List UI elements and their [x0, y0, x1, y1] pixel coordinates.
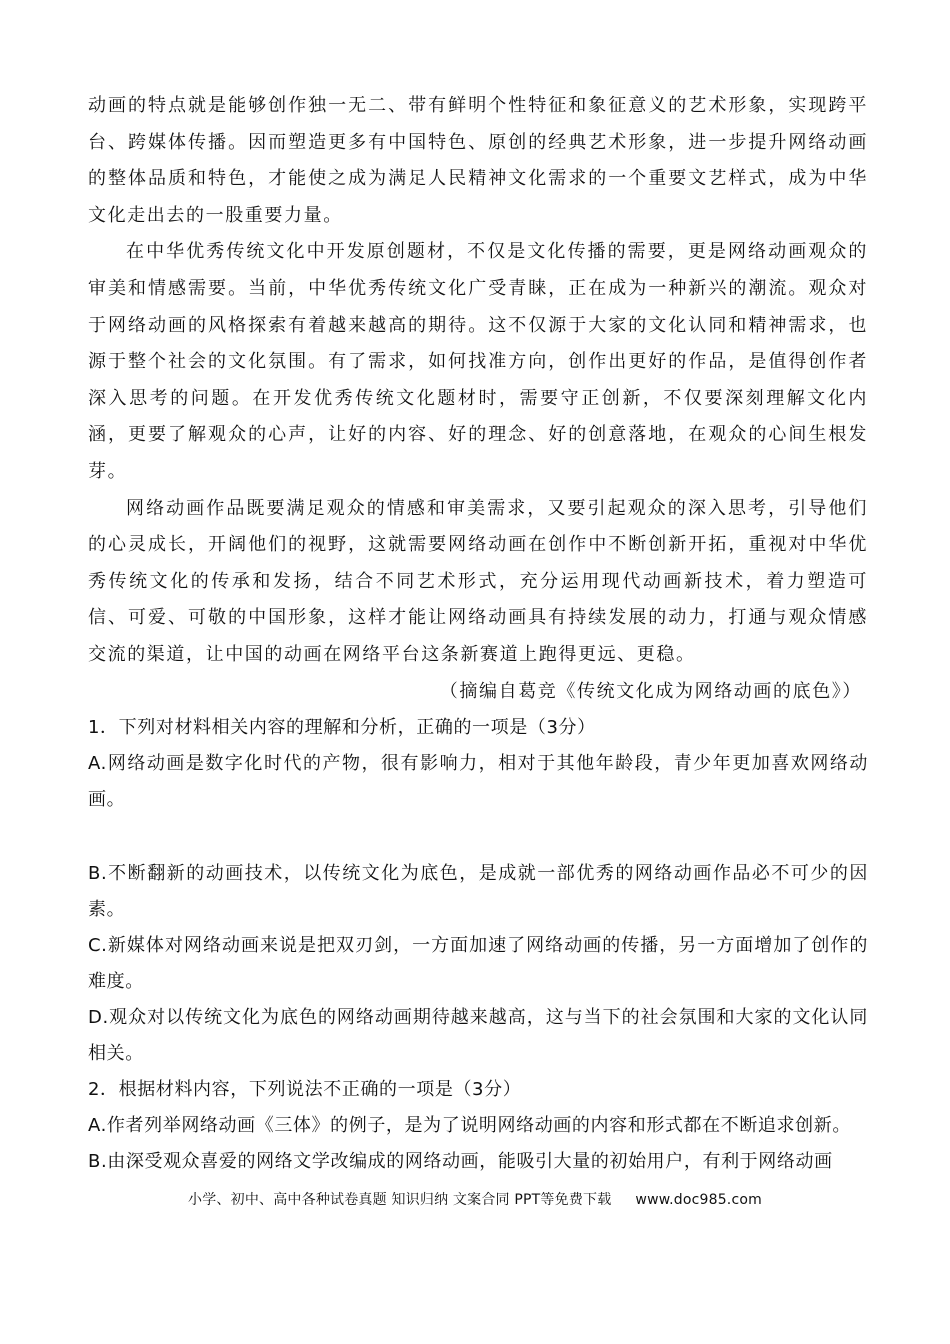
- question-2-option-b: B.由深受观众喜爱的网络文学改编成的网络动画，能吸引大量的初始用户，有利于网络动画: [88, 1150, 833, 1172]
- question-2-stem: 2．根据材料内容，下列说法不正确的一项是（3分）: [88, 1078, 522, 1100]
- passage-paragraph-2: 在中华优秀传统文化中开发原创题材，不仅是文化传播的需要，更是网络动画观众的审美和情感需要。当前，中华优秀传统文化广受青睐，正在成为一种新兴的潮流。观众对于网络动画的风格探索有着越来越高的期待。这不仅源于大家的文化认同和精神需求，也源于整个社会的文化氛围。有了需求，如何找准方向，创作出更好的作品，是值得创作者深入思考的问题。在开发优秀传统文化题材时，需要守正创新，不仅要深刻理解文化内涵，更要了解观众的心声，让好的内容、好的理念、好的创意落地，在观众的心间生根发芽。: [88, 241, 868, 482]
- blank-gap: [88, 818, 868, 856]
- passage-paragraph-3: 网络动画作品既要满足观众的情感和审美需求，又要引起观众的深入思考，引导他们的心灵成长，开阔他们的视野，这就需要网络动画在创作中不断创新开拓，重视对中华优秀传统文化的传承和发扬，结合不同艺术形式，充分运用现代动画新技术，着力塑造可信、可爱、可敬的中国形象，这样才能让网络动画具有持续发展的动力，打通与观众情感交流的渠道，让中国的动画在网络平台这条新赛道上跑得更远、更稳。: [88, 497, 868, 665]
- question-1-option-d: D.观众对以传统文化为底色的网络动画期待越来越高，这与当下的社会氛围和大家的文化认同相关。: [88, 1006, 868, 1064]
- document-page: [88, 88, 868, 1180]
- question-1-stem: 1．下列对材料相关内容的理解和分析，正确的一项是（3分）: [88, 716, 596, 738]
- passage-source: （摘编自葛竞《传统文化成为网络动画的底色》）: [439, 680, 862, 702]
- question-1-option-c: C.新媒体对网络动画来说是把双刃剑，一方面加速了网络动画的传播，另一方面增加了创作的难度。: [88, 934, 868, 992]
- question-2-option-a: A.作者列举网络动画《三体》的例子，是为了说明网络动画的内容和形式都在不断追求创新。: [88, 1114, 851, 1136]
- footer-site-link[interactable]: www.doc985.com: [635, 1192, 762, 1208]
- footer-text: 小学、初中、高中各种试卷真题 知识归纳 文案合同 PPT等免费下载: [188, 1192, 612, 1208]
- question-1-option-a: A.网络动画是数字化时代的产物，很有影响力，相对于其他年龄段，青少年更加喜欢网络动画。: [88, 752, 868, 810]
- page-footer: [0, 1190, 950, 1210]
- passage-paragraph-1: 动画的特点就是能够创作独一无二、带有鲜明个性特征和象征意义的艺术形象，实现跨平台、跨媒体传播。因而塑造更多有中国特色、原创的经典艺术形象，进一步提升网络动画的整体品质和特色，才能使之成为满足人民精神文化需求的一个重要文艺样式，成为中华文化走出去的一股重要力量。: [88, 95, 868, 226]
- question-1-option-b: B.不断翻新的动画技术，以传统文化为底色，是成就一部优秀的网络动画作品必不可少的因素。: [88, 862, 868, 920]
